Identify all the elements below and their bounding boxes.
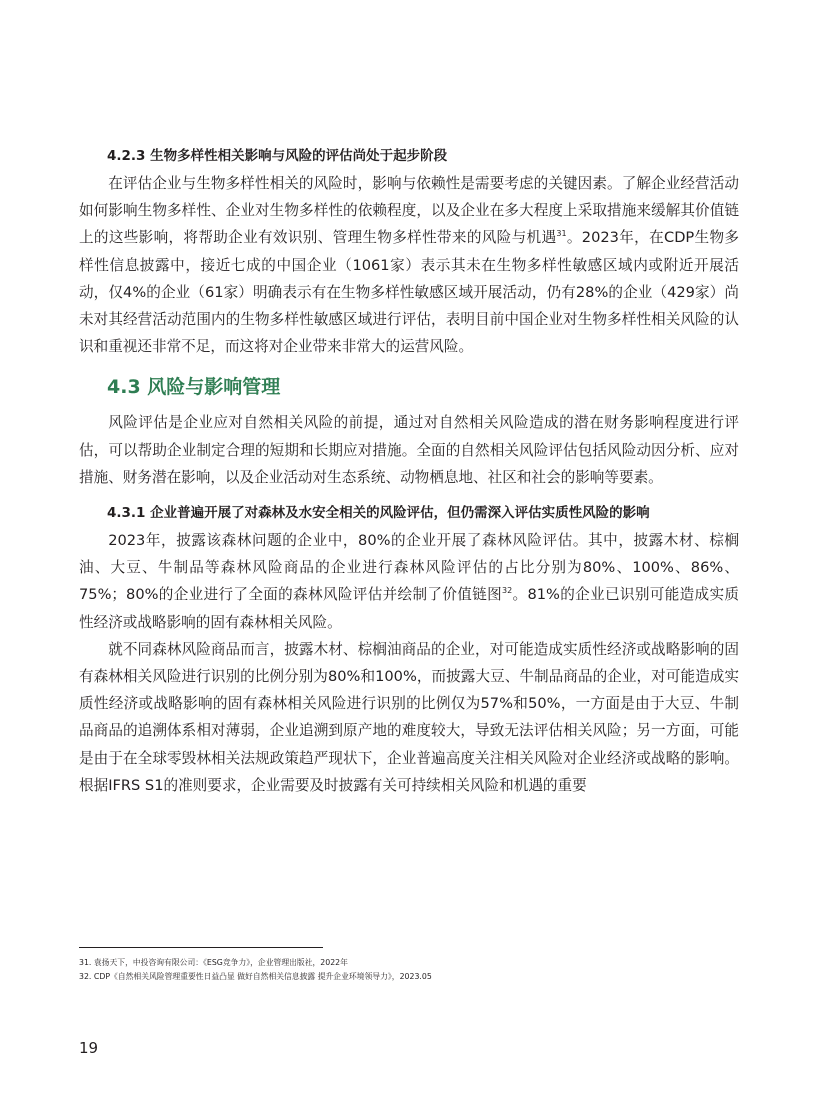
footnote-divider	[79, 947, 323, 948]
paragraph-text: 。81%的企业已识别可能造成实质性经济或战略影响的固有森林相关风险。	[79, 586, 739, 631]
section-heading-4-3: 4.3 风险与影响管理	[107, 376, 281, 399]
page-number: 19	[79, 1039, 99, 1057]
subsection-heading-4-2-3: 4.2.3 生物多样性相关影响与风险的评估尚处于起步阶段	[107, 148, 448, 164]
paragraph-risk-assessment: 风险评估是企业应对自然相关风险的前提，通过对自然相关风险造成的潜在财务影响程度进行评估，可以帮助企业制定合理的短期和长期应对措施。全面的自然相关风险评估包括风险动因分析、应对措施、财务潜在影响，以及企业活动对生态系统、动物栖息地、社区和社会的影响等要素。	[79, 414, 739, 486]
paragraph-text: 。2023年，在CDP生物多样性信息披露中，接近七成的中国企业（1061家）表示其未在生物多样性敏感区域内或附近开展活动，仅4%的企业（61家）明确表示有在生物多样性敏感区域开展活动，仍有28%的企业（429家）尚未对其经营活动范围内的生物多样性敏感区域进行评估，表明目前中国企业对生物多样性相关风险的认识和重视还非常不足，而这将对企业带来非常大的运营风险。	[79, 229, 739, 356]
paragraph-text: 2023年，披露该森林问题的企业中，80%的企业开展了森林风险评估。其中，披露木材、棕榈油、大豆、牛制品等森林风险商品的企业进行森林风险评估的占比分别为80%、100%、86%、75%；80%的企业进行了全面的森林风险评估并绘制了价值链图	[79, 532, 739, 604]
footnote-ref-32: 32	[502, 586, 513, 596]
footnote-32: 32. CDP《自然相关风险管理重要性日益凸显 做好自然相关信息披露 提升企业环境领导力》，2023.05	[79, 972, 432, 981]
subsection-heading-4-3-1: 4.3.1 企业普遍开展了对森林及水安全相关的风险评估，但仍需深入评估实质性风险的影响	[107, 505, 650, 522]
paragraph-biodiversity-risk	[79, 170, 739, 360]
paragraph-forest-commodities: 就不同森林风险商品而言，披露木材、棕榈油商品的企业，对可能造成实质性经济或战略影响的固有森林相关风险进行识别的比例分别为80%和100%，而披露大豆、牛制品商品的企业，对可能造成实质性经济或战略影响的固有森林相关风险进行识别的比例仅为57%和50%，一方面是由于大豆、牛制品商品的追溯体系相对薄弱，企业追溯到原产地的难度较大，导致无法评估相关风险；另一方面，可能是由于在全球零毁林相关法规政策趋严现状下，企业普遍高度关注相关风险对企业经济或战略的影响。根据IFRS S1的准则要求，企业需要及时披露有关可持续相关风险和机遇的重要	[79, 640, 739, 794]
footnote-31: 31. 袁扬天下，中投咨询有限公司：《ESG竞争力》，企业管理出版社，2022年	[79, 958, 348, 967]
paragraph-forest-risk	[79, 527, 739, 636]
main-content	[79, 144, 739, 799]
footnotes	[79, 956, 739, 984]
paragraph-text: 在评估企业与生物多样性相关的风险时，影响与依赖性是需要考虑的关键因素。了解企业经营活动如何影响生物多样性、企业对生物多样性的依赖程度，以及企业在多大程度上采取措施来缓解其价值链上的这些影响，将帮助企业有效识别、管理生物多样性带来的风险与机遇	[79, 175, 739, 247]
footnote-ref-31: 31	[556, 229, 567, 239]
